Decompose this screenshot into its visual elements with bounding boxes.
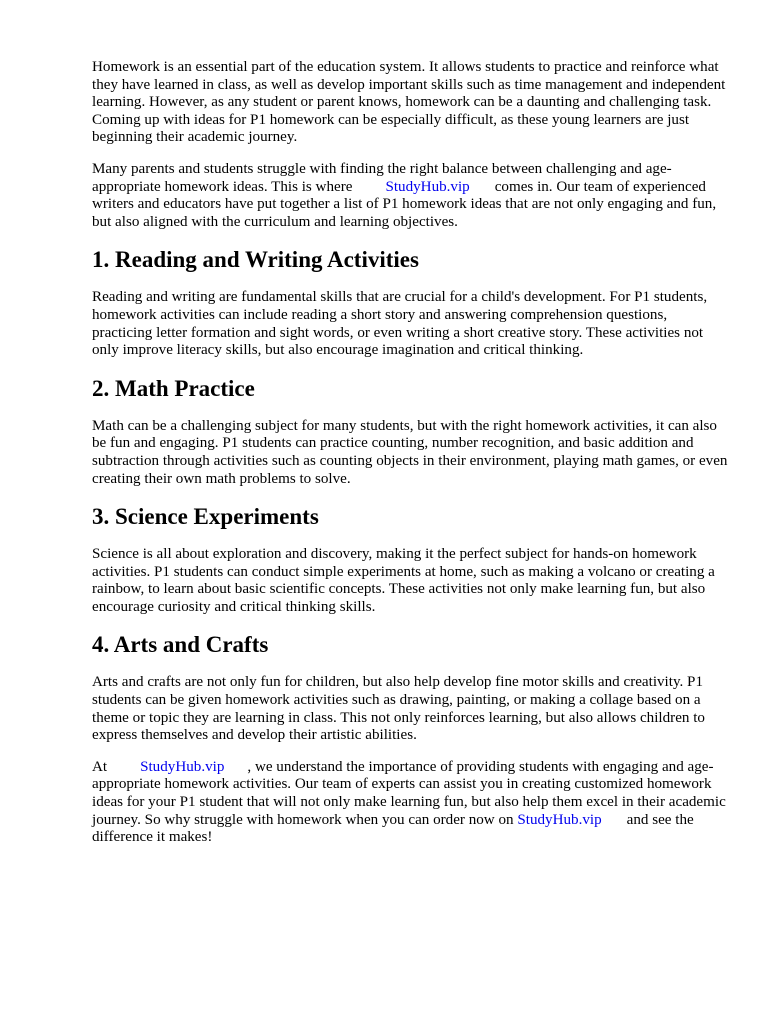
studyhub-link-3[interactable]: StudyHub.vip [517, 811, 602, 828]
section-heading-arts-crafts: 4. Arts and Crafts [92, 632, 269, 658]
section-body-science: Science is all about exploration and discovery, making it the perfect subject for hands-on homework activities. P1 students can conduct simple experiments at home, such as making a volcano or creating a rainbow, to learn about basic scientific concepts. These activities not only make learning fun, but also encourage curiosity and critical thinking skills. [92, 546, 715, 615]
section-body-arts-crafts: Arts and crafts are not only fun for children, but also help develop fine motor skills and creativity. P1 students can be given homework activities such as drawing, painting, or making a collage based on a theme or topic they are learning in class. This not only reinforces learning, but also allows children to express themselves and develop their artistic abilities. [92, 674, 705, 744]
section-heading-science: 3. Science Experiments [92, 504, 319, 530]
closing-at: At [92, 758, 108, 775]
section-body-reading-writing: Reading and writing are fundamental skills that are crucial for a child's development. For P1 students, homework activities can include reading a short story and answering comprehension questions, practicing letter formation and sight words, or even writing a short creative story. These activities not only improve literacy skills, but also encourage imagination and critical thinking. [92, 289, 708, 359]
intro-paragraph-1: Homework is an essential part of the education system. It allows students to practice and reinforce what they have learned in class, as well as develop important skills such as time management and independent learning. However, as any student or parent knows, homework can be a daunting and challenging task. Coming up with ideas for P1 homework can be especially difficult, as these young learners are just beginning their academic journey. [92, 59, 726, 146]
studyhub-link-1[interactable]: StudyHub.vip [385, 178, 470, 195]
section-body-math: Math can be a challenging subject for many students, but with the right homework activities, it can also be fun and engaging. P1 students can practice counting, number recognition, and basic addition and subtraction through activities such as counting objects in their environment, playing math games, or even creating their own math problems to solve. [92, 417, 728, 487]
intro-paragraph-2-before: Many parents and students struggle with finding the right balance between challenging and age-appropriate homework ideas. This is where [92, 160, 672, 195]
section-heading-reading-writing: 1. Reading and Writing Activities [92, 247, 419, 273]
closing-end: and see the difference it makes! [92, 811, 694, 846]
section-heading-math: 2. Math Practice [92, 375, 255, 401]
intro-paragraph-2-after: comes in. Our team of experienced writers and educators have put together a list of P1 homework ideas that are not only engaging and fun, but also aligned with the curriculum and learning objectives. [92, 178, 717, 230]
intro-paragraph-2 [92, 161, 728, 231]
studyhub-link-2[interactable]: StudyHub.vip [140, 758, 225, 775]
closing-middle: , we understand the importance of providing students with engaging and age-appropriate homework activities. Our team of experts can assist you in creating customized homework ideas for your P1 student that will not only make learning fun, but also help them excel in their academic journey. So why struggle with homework when you can order now on [92, 758, 726, 828]
closing-paragraph [92, 759, 728, 847]
